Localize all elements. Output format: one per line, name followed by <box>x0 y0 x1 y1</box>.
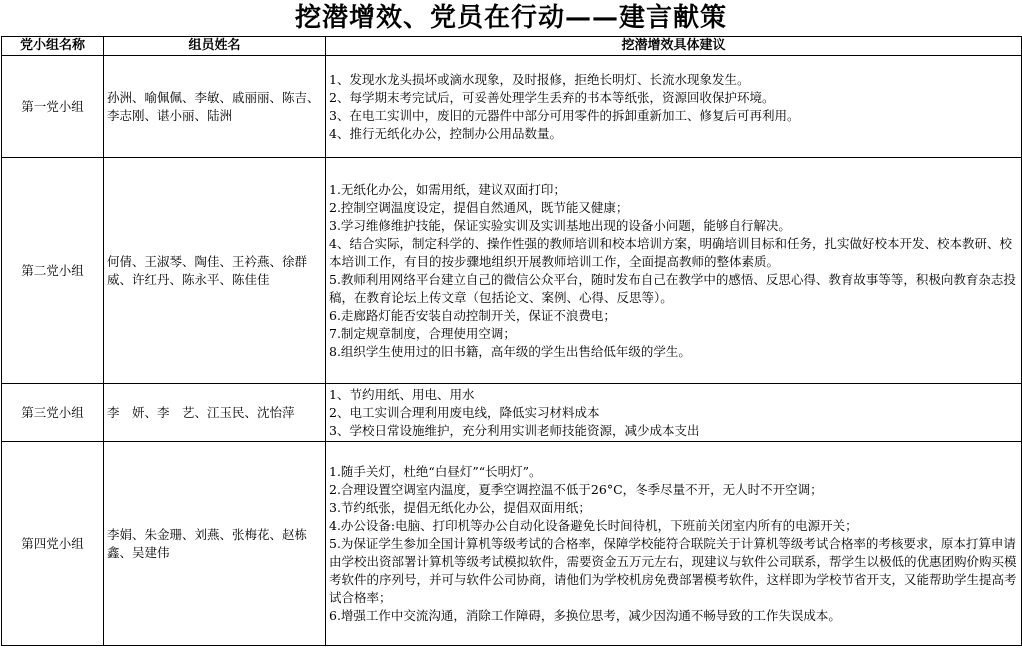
members-cell[interactable]: 何倩、王淑琴、陶佳、王衿燕、徐群威、许红丹、陈永平、陈佳佳 <box>104 158 326 384</box>
table-row <box>2 158 1022 384</box>
header-suggestions[interactable]: 挖潜增效具体建议 <box>326 37 1022 56</box>
suggestion-item: 3.学习维修维护技能，保证实验实训及实训基地出现的设备小问题，能够自行解决。 <box>329 217 791 233</box>
header-group-name[interactable]: 党小组名称 <box>2 37 104 56</box>
table-row <box>2 56 1022 158</box>
page-title: 挖潜增效、党员在行动——建言献策 <box>294 3 727 33</box>
suggestion-item: 4、推行无纸化办公，控制办公用品数量。 <box>329 125 562 141</box>
group-name-cell[interactable]: 第一党小组 <box>2 56 104 158</box>
suggestion-item: 5.为保证学生参加全国计算机等级考试的合格率，保障学校能符合联院关于计算机等级考试合格率的考核要求，原本打算申请由学校出资部署计算机等级考试模拟软件，需要资金五万元左右，现建议与软件公司联系，帮学生以极低的优惠团购价购买模考软件的序列号，并可与软件公司协商，请他们为学校机房免费部署模考软件，这样即为学校节省开支，又能帮助学生提高考试合格率； <box>329 535 1017 605</box>
suggestion-item: 4、结合实际，制定科学的、操作性强的教师培训和校本培训方案，明确培训目标和任务，扎实做好校本开发、校本教研、校本培训工作，有目的按步骤地组织开展教师培训工作，全面提高教师的整体素质。 <box>329 235 1012 269</box>
suggestion-item: 2、每学期末考完试后，可妥善处理学生丢弃的书本等纸张，资源回收保护环境。 <box>329 89 775 105</box>
group-name-cell[interactable]: 第四党小组 <box>2 442 104 646</box>
suggestion-item: 2、电工实训合理利用废电线，降低实习材料成本 <box>329 404 600 420</box>
group-name-cell[interactable]: 第二党小组 <box>2 158 104 384</box>
suggestion-item: 4.办公设备:电脑、打印机等办公自动化设备避免长时间待机，下班前关闭室内所有的电源开关； <box>329 517 858 533</box>
header-row <box>2 37 1022 56</box>
members-cell[interactable]: 孙洲、喻佩佩、李敏、戚丽丽、陈吉、李志刚、谌小丽、陆洲 <box>104 56 326 158</box>
suggestions-cell[interactable] <box>326 442 1022 646</box>
suggestion-item: 1.随手关灯，杜绝“白昼灯”“长明灯”。 <box>329 463 542 479</box>
suggestion-item: 1、发现水龙头损坏或滴水现象，及时报修，拒绝长明灯、长流水现象发生。 <box>329 71 750 87</box>
suggestion-item: 2.控制空调温度设定，提倡自然通风，既节能又健康； <box>329 199 629 215</box>
members-cell[interactable]: 李 妍、李 艺、江玉民、沈怡萍 <box>104 384 326 442</box>
suggestions-cell[interactable] <box>326 384 1022 442</box>
suggestion-item: 1、节约用纸、用电、用水 <box>329 386 475 402</box>
suggestion-item: 6.走廊路灯能否安装自动控制开关，保证不浪费电； <box>329 307 616 323</box>
table-row <box>2 442 1022 646</box>
suggestion-item: 7.制定规章制度，合理使用空调； <box>329 325 516 341</box>
suggestion-item: 5.教师利用网络平台建立自己的微信公众平台，随时发布自己在教学中的感悟、反思心得、教育故事等等，积极向教育杂志投稿，在教育论坛上传文章（包括论文、案例、心得、反思等）。 <box>329 271 1016 305</box>
suggestion-item: 3.节约纸张，提倡无纸化办公，提倡双面用纸； <box>329 499 591 515</box>
suggestion-item: 3、在电工实训中，废旧的元器件中部分可用零件的拆卸重新加工、修复后可再利用。 <box>329 107 800 123</box>
header-members[interactable]: 组员姓名 <box>104 37 326 56</box>
suggestions-cell[interactable] <box>326 158 1022 384</box>
group-name-cell[interactable]: 第三党小组 <box>2 384 104 442</box>
suggestion-item: 3、学校日常设施维护，充分利用实训老师技能资源，减少成本支出 <box>329 422 700 438</box>
suggestion-item: 1.无纸化办公，如需用纸，建议双面打印； <box>329 181 566 197</box>
table-row <box>2 384 1022 442</box>
suggestion-item: 8.组织学生使用过的旧书籍，高年级的学生出售给低年级的学生。 <box>329 343 691 359</box>
suggestion-item: 2.合理设置空调室内温度，夏季空调控温不低于26°C，冬季尽量不开，无人时不开空调； <box>329 481 823 497</box>
suggestion-table <box>1 36 1022 646</box>
members-cell[interactable]: 李娟、朱金珊、刘燕、张梅花、赵栋鑫、吴建伟 <box>104 442 326 646</box>
suggestion-item: 6.增强工作中交流沟通，消除工作障碍，多换位思考，减少因沟通不畅导致的工作失误成本。 <box>329 607 841 623</box>
suggestions-cell[interactable] <box>326 56 1022 158</box>
